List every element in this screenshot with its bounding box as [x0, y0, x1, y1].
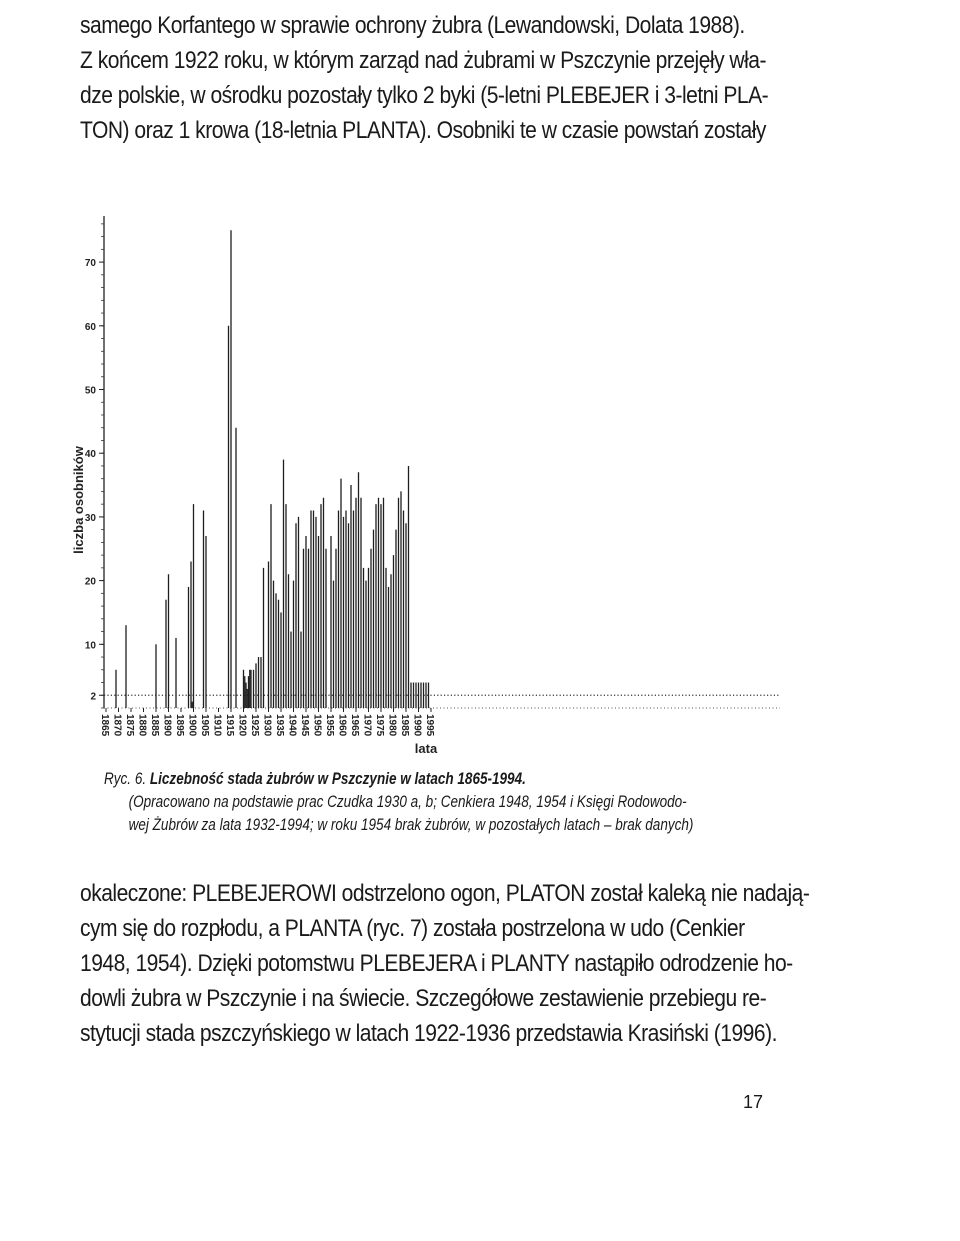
- y-tick-label: 10: [84, 640, 96, 652]
- y-tick-label: 2: [90, 691, 96, 703]
- y-tick-label: 60: [84, 321, 96, 333]
- x-tick-label: 1925: [249, 714, 260, 737]
- y-axis-title: liczba osobników: [71, 446, 86, 554]
- caption-title-line: [104, 768, 693, 791]
- x-tick-label: 1950: [311, 714, 323, 737]
- text-line: cym się do rozpłodu, a PLANTA (ryc. 7) została postrzelona w udo (Cenkier: [80, 915, 745, 942]
- text-line: dze polskie, w ośrodku pozostały tylko 2 byki (5-letni PLEBEJER i 3-letni PLA-: [80, 82, 769, 109]
- x-tick-label: 1985: [399, 714, 410, 737]
- x-tick-label: 1975: [374, 714, 385, 737]
- x-tick-label: 1945: [299, 714, 310, 737]
- x-tick-label: 1870: [111, 714, 123, 737]
- x-tick-label: 1970: [361, 714, 373, 737]
- x-tick-label: 1910: [211, 714, 223, 737]
- x-tick-label: 1915: [224, 714, 235, 737]
- text-line: okaleczone: PLEBEJEROWI odstrzelono ogon, PLATON został kaleką nie nadają-: [80, 880, 810, 907]
- y-tick-label: 70: [84, 258, 96, 270]
- x-tick-label: 1875: [124, 714, 135, 737]
- y-tick-label: 30: [84, 512, 96, 524]
- caption-title: Liczebność stada żubrów w Pszczynie w latach 1865-1994.: [149, 770, 526, 788]
- y-tick-label: 20: [84, 576, 96, 588]
- text-line: Z końcem 1922 roku, w którym zarząd nad żubrami w Pszczynie przejęły wła-: [80, 47, 766, 74]
- page-number: 17: [743, 1092, 764, 1112]
- x-tick-label: 1890: [161, 714, 173, 737]
- x-tick-label: 1995: [424, 714, 435, 737]
- x-axis-title: lata: [414, 741, 438, 756]
- text-line: dowli żubra w Pszczynie i na świecie. Szczegółowe zestawienie przebiegu re-: [80, 985, 767, 1012]
- figure-caption: [104, 768, 693, 837]
- x-tick-label: 1865: [99, 714, 110, 737]
- x-tick-label: 1895: [174, 714, 185, 737]
- x-tick-label: 1930: [261, 714, 273, 737]
- x-tick-label: 1920: [236, 714, 248, 737]
- caption-prefix: Ryc. 6.: [104, 770, 147, 788]
- x-tick-label: 1900: [186, 714, 198, 737]
- x-tick-label: 1905: [199, 714, 210, 737]
- x-tick-label: 1955: [324, 714, 335, 737]
- x-tick-label: 1965: [349, 714, 360, 737]
- x-tick-label: 1990: [411, 714, 423, 737]
- text-line: samego Korfantego w sprawie ochrony żubra (Lewandowski, Dolata 1988).: [80, 12, 745, 39]
- text-line: 1948, 1954). Dzięki potomstwu PLEBEJERA i PLANTY nastąpiło odrodzenie ho-: [80, 950, 793, 977]
- text-line: stytucji stada pszczyńskiego w latach 1922-1936 przedstawia Krasiński (1996).: [80, 1020, 777, 1047]
- x-tick-label: 1880: [136, 714, 148, 737]
- caption-source-line: (Opracowano na podstawie prac Czudka 1930 a, b; Cenkiera 1948, 1954 i Księgi Rodowodo-: [128, 793, 687, 811]
- x-tick-label: 1980: [386, 714, 398, 737]
- x-tick-label: 1935: [274, 714, 285, 737]
- x-tick-label: 1885: [149, 714, 160, 737]
- text-line: TON) oraz 1 krowa (18-letnia PLANTA). Osobniki te w czasie powstań zostały: [80, 117, 766, 144]
- x-tick-label: 1940: [286, 714, 298, 737]
- y-tick-label: 40: [84, 449, 96, 461]
- y-tick-label: 50: [84, 385, 96, 397]
- caption-source-line: wej Żubrów za lata 1932-1994; w roku 1954 brak żubrów, w pozostałych latach – brak danych): [128, 816, 694, 834]
- bottom-paragraph: [80, 876, 810, 1051]
- x-tick-label: 1960: [336, 714, 348, 737]
